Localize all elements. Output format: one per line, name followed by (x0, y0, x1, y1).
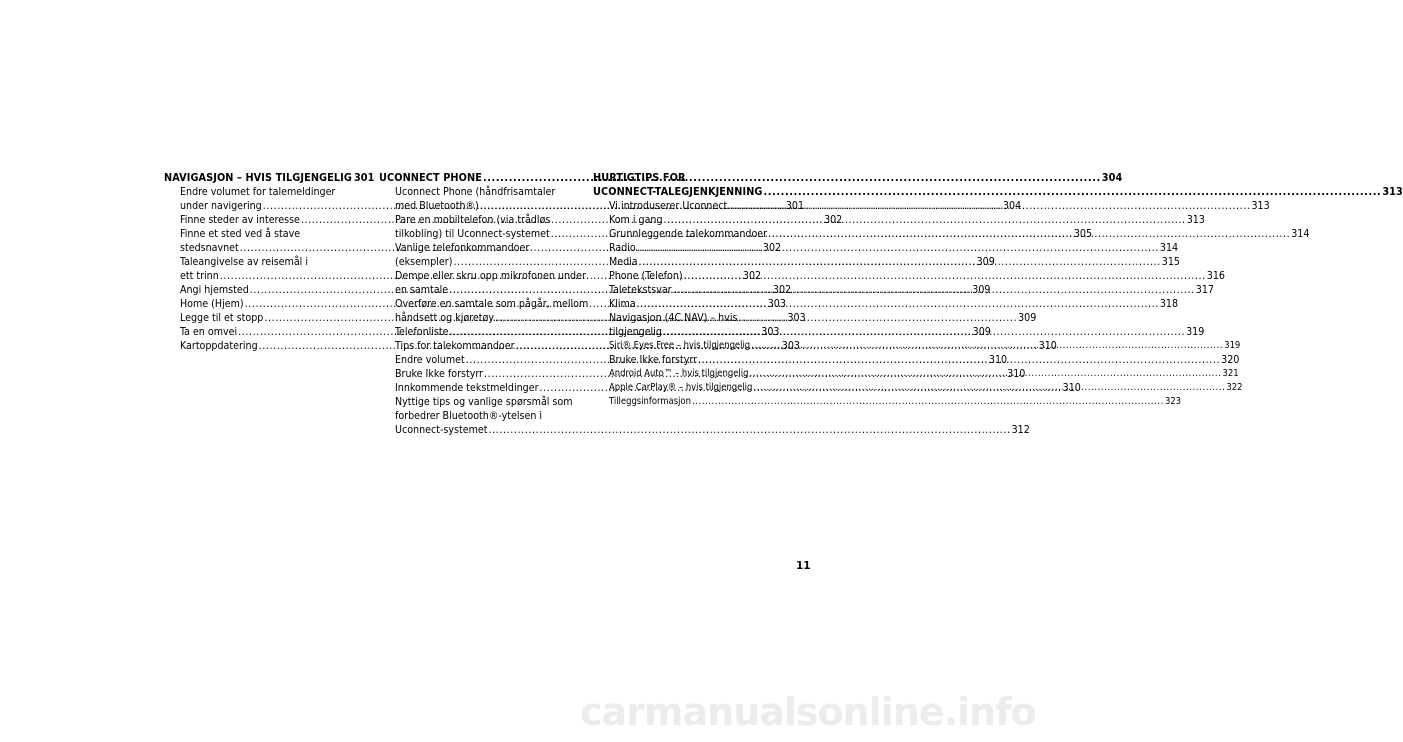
toc-page-number: 302 (772, 284, 792, 296)
toc-entry-title: Ta en omvei (180, 326, 238, 338)
toc-page-number: 320 (1221, 354, 1240, 366)
toc-entry (593, 241, 1179, 255)
toc-section-heading (593, 171, 792, 185)
dot-leader (753, 381, 1225, 395)
watermark: carmanualsonline.info (580, 690, 1036, 734)
toc-page-number: 309 (976, 256, 995, 268)
toc-page-number: 315 (1161, 256, 1180, 268)
toc-entry-title: Pare en mobiltelefon (via trådløs (395, 214, 551, 226)
toc-entry-title: UCONNECT PHONE (379, 171, 482, 184)
toc-entry-title: Finne et sted ved å stave (180, 228, 301, 240)
toc-entry-title: Bruke Ikke forstyrr (395, 368, 483, 380)
toc-page-number: 310 (988, 354, 1008, 366)
toc-entry-title: HURTIGTIPS FOR (593, 171, 686, 184)
toc-page-number: 309 (972, 284, 991, 296)
toc-entry-title: Phone (Telefon) (609, 270, 683, 282)
toc-entry-title: Media (609, 256, 638, 268)
toc-section-heading (164, 171, 375, 185)
dot-leader (692, 395, 1164, 409)
toc-page-number: 303 (761, 326, 780, 338)
toc-entry-title: Home (Hjem) (180, 298, 244, 310)
toc-entry-title: Kartoppdatering (180, 340, 258, 352)
toc-entry (593, 269, 1225, 283)
toc-entry-title: Klima (609, 298, 636, 310)
toc-entry (379, 409, 576, 423)
toc-entry-title: Telefonliste (395, 326, 449, 338)
toc-page-number: 309 (972, 326, 991, 338)
dot-leader (751, 339, 1223, 353)
dot-leader (639, 255, 1161, 269)
page-number: 11 (796, 560, 811, 572)
toc-page-number: 302 (824, 214, 843, 226)
toc-page-number: 319 (1224, 340, 1241, 351)
toc-page-number: 304 (1002, 200, 1022, 212)
toc-entry (379, 185, 576, 199)
toc-page-number: 322 (1226, 382, 1243, 393)
dot-leader (764, 185, 1382, 199)
dot-leader (663, 325, 1185, 339)
toc-entry-title: Overføre en samtale som pågår, mellom (395, 298, 589, 310)
toc-entry-title: forbedrer Bluetooth®-ytelsen i (395, 410, 543, 422)
toc-entry (593, 297, 1179, 311)
toc-page-number: 314 (1159, 242, 1179, 254)
toc-entry-title: under navigering (180, 200, 262, 212)
toc-page-number: 313 (1186, 214, 1205, 226)
toc-page-number: 312 (1011, 424, 1030, 436)
toc-entry-title: Innkommende tekstmeldinger (395, 382, 539, 394)
toc-page-number: 323 (1164, 396, 1182, 407)
dot-leader (768, 227, 1290, 241)
toc-page-number: 302 (762, 242, 782, 254)
toc-entry-title: Endre volumet for talemeldinger (180, 186, 336, 198)
toc-entry-title: Siri® Eyes Free – hvis tilgjengelig (609, 340, 751, 351)
dot-leader (637, 297, 1159, 311)
toc-page-number: 303 (787, 312, 806, 324)
toc-entry (379, 269, 586, 283)
toc-entry-title: NAVIGASJON – HVIS TILGJENGELIG (164, 171, 352, 184)
toc-page-number: 304 (1101, 171, 1123, 184)
toc-entry (379, 241, 576, 255)
toc-entry (379, 423, 1030, 437)
toc-entry-title: tilkobling) til Uconnect-systemet (395, 228, 550, 240)
toc-entry-title: håndsett og kjøretøy (395, 312, 494, 324)
dot-leader (684, 269, 1206, 283)
dot-leader (698, 353, 1220, 367)
toc-entry-title: Dempe eller skru opp mikrofonen under (395, 270, 586, 282)
toc-entry (164, 185, 362, 199)
toc-entry-title: UCONNECT-TALEGJENKJENNING (593, 185, 763, 198)
toc-page-number: 314 (1291, 228, 1310, 240)
toc-page-number: 301 (353, 171, 375, 184)
toc-page-number: 321 (1222, 368, 1239, 379)
dot-leader (488, 423, 1010, 437)
dot-leader (637, 241, 1159, 255)
toc-page-number: 313 (1251, 200, 1270, 212)
toc-page-number: 310 (1038, 340, 1057, 352)
toc-entry (164, 255, 362, 269)
toc-entry-title: Taleangivelse av reisemål i (180, 256, 308, 268)
toc-page-number: 316 (1206, 270, 1225, 282)
toc-page-number: 309 (1018, 312, 1037, 324)
toc-page-number: 301 (785, 200, 805, 212)
toc-entry-title: Navigasjon (4C NAV) – hvis (609, 312, 738, 324)
toc-entry-title: Nyttige tips og vanlige spørsmål som (395, 396, 573, 408)
toc-entry-title: Taletekstsvar (609, 284, 672, 296)
toc-page-number: 303 (781, 340, 800, 352)
toc-entry (593, 395, 1182, 409)
toc-entry (379, 395, 576, 409)
toc-entry-title: Tips for talekommandoer (395, 340, 515, 352)
toc-entry-title: Apple CarPlay® – hvis tilgjengelig (609, 382, 753, 393)
toc-page-number: 317 (1195, 284, 1214, 296)
toc-entry (379, 213, 576, 227)
toc-entry-title: (eksempler) (395, 256, 453, 268)
toc-entry-title: Grunnleggende talekommandoer (609, 228, 768, 240)
toc-page-number: 310 (1062, 382, 1081, 394)
toc-section-heading (593, 185, 1403, 199)
toc-entry-title: Finne steder av interesse (180, 214, 300, 226)
toc-page-number: 313 (1382, 185, 1403, 198)
toc-page-number: 318 (1159, 298, 1179, 310)
toc-entry-title: en samtale (395, 284, 449, 296)
dot-leader (673, 283, 1195, 297)
toc-entry-title: med Bluetooth®) (395, 200, 479, 212)
toc-entry-title: Vanlige telefonkommandoer (395, 242, 530, 254)
toc-page-number: 305 (1073, 228, 1093, 240)
toc-entry-title: Tilleggsinformasjon (609, 396, 691, 407)
toc-entry (593, 311, 792, 325)
toc-entry (164, 227, 362, 241)
toc-entry-title: stedsnavnet (180, 242, 239, 254)
toc-entry-title: ett trinn (180, 270, 219, 282)
toc-entry-title: Android Auto™ – hvis tilgjengelig (609, 368, 749, 379)
dot-leader (728, 199, 1250, 213)
toc-entry-title: Uconnect Phone (håndfrisamtaler (395, 186, 556, 198)
toc-page-number: 302 (742, 270, 762, 282)
dot-leader (664, 213, 1186, 227)
dot-leader (749, 367, 1221, 381)
toc-entry-title: Radio (609, 242, 636, 254)
toc-page-number: 310 (1007, 368, 1026, 380)
toc-entry-title: Kom i gang (609, 214, 663, 226)
toc-page-number: 303 (767, 298, 786, 310)
toc-entry-title: Endre volumet (395, 354, 465, 366)
toc-entry-title: Uconnect-systemet (395, 424, 488, 436)
toc-entry-title: Bruke Ikke forstyrr (609, 354, 697, 366)
toc-entry-title: tilgjengelig (609, 326, 662, 338)
toc-entry (379, 297, 589, 311)
toc-entry-title: Angi hjemsted (180, 284, 249, 296)
toc-entry-title: Vi introduserer Uconnect (609, 200, 728, 212)
toc-entry-title: Legge til et stopp (180, 312, 264, 324)
toc-page-number: 319 (1186, 326, 1205, 338)
